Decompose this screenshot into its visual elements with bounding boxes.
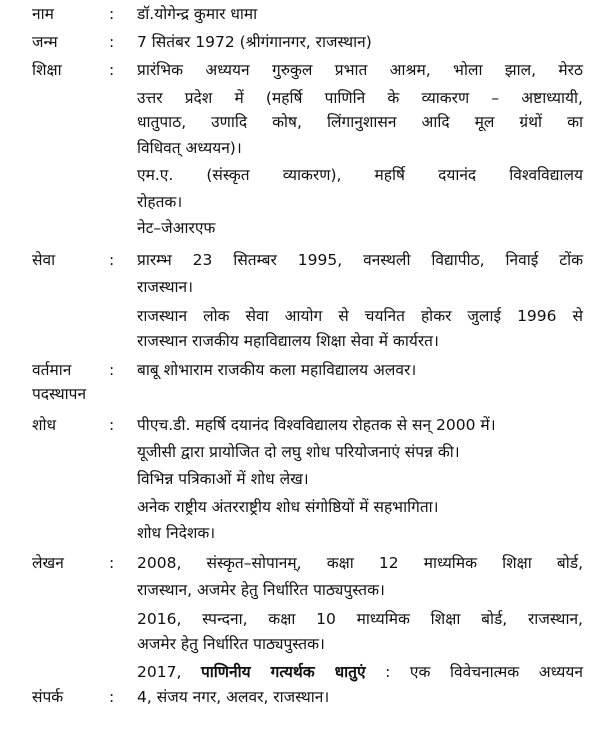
contact-label: संपर्क (32, 688, 64, 706)
research-line-1: पीएच.डी. महर्षि दयानंद विश्वविद्यालय रोहतक से सन् 2000 में। (137, 416, 496, 434)
education-row-4 (0, 135, 600, 161)
service-row-2 (0, 274, 600, 300)
service-colon: : (109, 251, 115, 269)
research-colon: : (109, 416, 115, 434)
name-value: डॉ.योगेन्द्र कुमार धामा (137, 5, 258, 23)
current-posting-row-2 (0, 381, 600, 407)
writing-label: लेखन (32, 554, 64, 572)
education-row-2 (0, 85, 600, 111)
research-line-4: अनेक राष्ट्रीय अंतरराष्ट्रीय शोध संगोष्ठियों में सहभागिता। (137, 498, 439, 516)
writing-line-1: 2008, संस्कृत–सोपानम्, कक्षा 12 माध्यमिक शिक्षा बोर्ड, (137, 554, 583, 572)
writing-line-3: 2016, स्पन्दना, कक्षा 10 माध्यमिक शिक्षा बोर्ड, राजस्थान, (137, 610, 583, 628)
contact-colon: : (109, 688, 115, 706)
research-label: शोध (32, 416, 57, 434)
writing-line-2: राजस्थान, अजमेर हेतु निर्धारित पाठ्यपुस्तक। (137, 581, 385, 599)
service-line-4: राजस्थान राजकीय महाविद्यालय शिक्षा सेवा में कार्यरत। (137, 332, 439, 350)
birth-colon: : (109, 33, 115, 51)
research-row-5 (0, 520, 600, 546)
education-line-4: विधिवत् अध्ययन)। (137, 139, 242, 157)
writing-colon: : (109, 554, 115, 572)
writing-book-2017-title: पाणिनीय गत्यर्थक धातुएं (200, 663, 366, 681)
writing-row-4 (0, 631, 600, 657)
education-colon: : (109, 61, 115, 79)
current-posting-label-1: वर्तमान (32, 361, 72, 379)
service-label: सेवा (32, 251, 56, 269)
birth-value: 7 सितंबर 1972 (श्रीगंगानगर, राजस्थान) (137, 33, 372, 51)
service-row-4 (0, 328, 600, 354)
research-line-3: विभिन्न पत्रिकाओं में शोध लेख। (137, 470, 309, 488)
education-row-7 (0, 215, 600, 241)
education-line-6: रोहतक। (137, 193, 183, 211)
birth-row (0, 29, 600, 55)
writing-book-2017 (137, 659, 583, 685)
writing-row-5 (0, 659, 600, 685)
research-line-2: यूजीसी द्वारा प्रायोजित दो लघु शोध परियोजनाएं संपन्न की। (137, 443, 460, 461)
name-row (0, 1, 600, 27)
current-posting-label-2: पदस्थापन (32, 385, 87, 403)
birth-label: जन्म (32, 33, 58, 51)
service-line-2: राजस्थान। (137, 278, 193, 296)
education-row (0, 57, 600, 83)
contact-value: 4, संजय नगर, अलवर, राजस्थान। (137, 688, 330, 706)
education-label: शिक्षा (32, 61, 62, 79)
service-row-3 (0, 303, 600, 329)
service-row (0, 247, 600, 273)
education-row-3 (0, 109, 600, 135)
education-line-1: प्रारंभिक अध्ययन गुरुकुल प्रभात आश्रम, भोला झाल, मेरठ (137, 61, 583, 79)
current-posting-colon: : (109, 361, 115, 379)
writing-book-2017-year: 2017, (137, 663, 182, 681)
research-row-4 (0, 494, 600, 520)
writing-line-4: अजमेर हेतु निर्धारित पाठ्यपुस्तक। (137, 635, 325, 653)
name-label: नाम (32, 5, 54, 23)
service-line-1: प्रारम्भ 23 सितम्बर 1995, वनस्थली विद्यापीठ, निवाई टोंक (137, 251, 583, 269)
research-row-3 (0, 466, 600, 492)
education-row-6 (0, 189, 600, 215)
writing-row-2 (0, 577, 600, 603)
writing-row-3 (0, 606, 600, 632)
current-posting-value: बाबू शोभाराम राजकीय कला महाविद्यालय अलवर। (137, 361, 417, 379)
education-line-2: उत्तर प्रदेश में (महर्षि पाणिनि के व्याकरण – अष्टाध्यायी, (137, 89, 583, 107)
service-line-3: राजस्थान लोक सेवा आयोग से चयनित होकर जुलाई 1996 से (137, 307, 583, 325)
contact-row (0, 684, 600, 710)
education-line-5: एम.ए. (संस्कृत व्याकरण), महर्षि दयानंद विश्वविद्यालय (137, 166, 583, 184)
education-row-5 (0, 162, 600, 188)
research-row-2 (0, 439, 600, 465)
education-line-7: नेट–जेआरएफ (137, 219, 216, 237)
writing-book-2017-subtitle: : एक विवेचनात्मक अध्ययन (385, 663, 583, 681)
writing-row (0, 550, 600, 576)
research-row (0, 412, 600, 438)
name-colon: : (109, 5, 115, 23)
research-line-5: शोध निदेशक। (137, 524, 216, 542)
education-line-3: धातुपाठ, उणादि कोष, लिंगानुशासन आदि मूल ग्रंथों का (137, 113, 583, 131)
current-posting-row (0, 357, 600, 383)
